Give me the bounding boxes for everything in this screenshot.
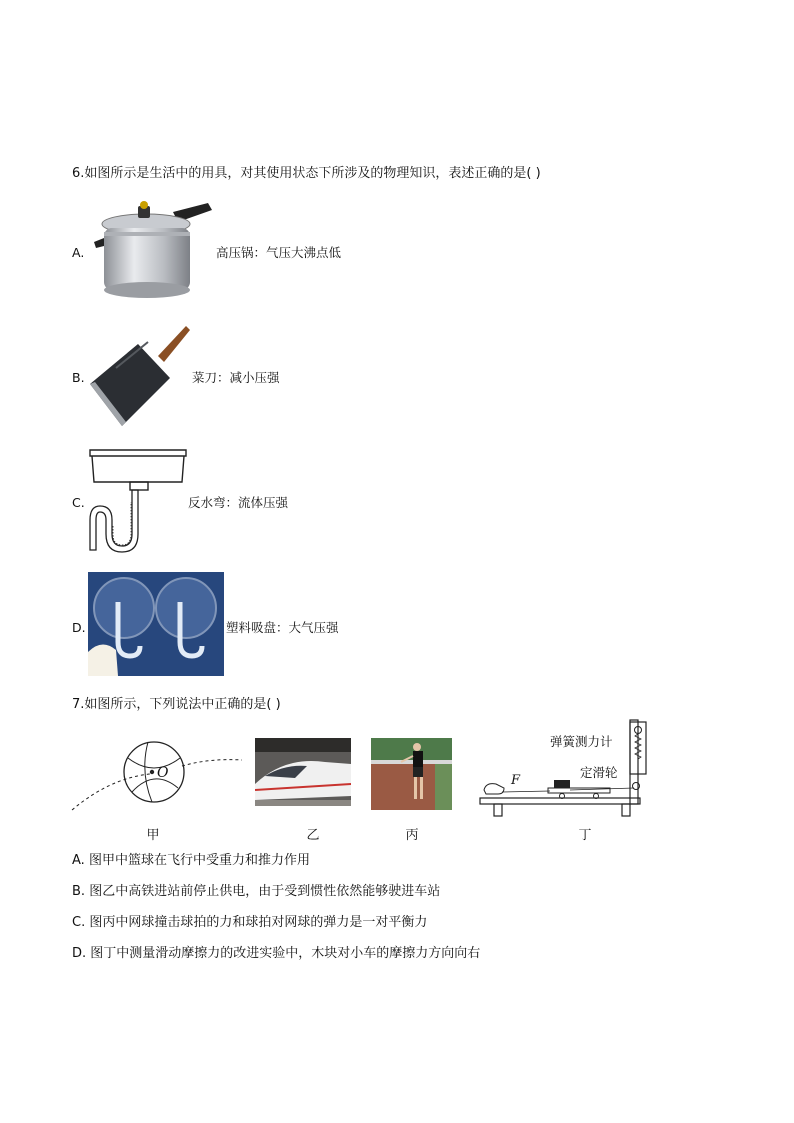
figure-ding-pulley-label: 定滑轮 (580, 765, 618, 780)
q7-option-a-text: 图甲中篮球在飞行中受重力和推力作用 (88, 853, 310, 868)
figure-ding-spring-label: 弹簧测力计 (550, 734, 613, 749)
figure-jia-caption: 甲 (146, 828, 160, 843)
drain-trap-icon (86, 446, 190, 554)
q7-option-c (72, 915, 427, 931)
q7-option-c-letter: C. (72, 915, 86, 930)
q6-option-a-letter: A. (72, 245, 85, 260)
figure-bing-tennis (371, 738, 452, 810)
q7-option-a (72, 853, 310, 869)
figure-yi-train (255, 738, 351, 806)
q7-option-b-text: 图乙中高铁进站前停止供电，由于受到惯性依然能够驶进车站 (89, 884, 441, 899)
q7-option-c-text: 图丙中网球撞击球拍的力和球拍对网球的弹力是一对平衡力 (89, 915, 428, 930)
q7-stem: 7.如图所示，下列说法中正确的是( ) (72, 697, 281, 712)
figure-ding-caption: 丁 (578, 828, 592, 843)
q6-option-a-text: 高压锅：气压大沸点低 (216, 245, 342, 260)
q6-option-b-text: 菜刀：减小压强 (192, 370, 280, 385)
q6-option-d-letter: D. (72, 620, 86, 635)
q6-option-b-letter: B. (72, 370, 85, 385)
pressure-cooker-icon (88, 198, 216, 302)
suction-hook-icon (88, 572, 224, 676)
q7-option-d-text: 图丁中测量滑动摩擦力的改进实验中，木块对小车的摩擦力方向向右 (90, 946, 481, 961)
q7-option-d (72, 946, 480, 962)
q6-stem: 6.如图所示是生活中的用具，对其使用状态下所涉及的物理知识，表述正确的是( ) (72, 166, 541, 181)
q7-option-a-letter: A. (72, 853, 85, 868)
q6-option-c-text: 反水弯：流体压强 (188, 495, 289, 510)
figure-yi-caption: 乙 (306, 828, 320, 843)
q7-option-d-letter: D. (72, 946, 87, 961)
cleaver-icon (86, 322, 192, 428)
figure-ding-force-label: F (511, 773, 521, 788)
q6-option-d-text: 塑料吸盘：大气压强 (226, 620, 339, 635)
q7-option-b-letter: B. (72, 884, 86, 899)
q7-option-b (72, 884, 440, 900)
figure-jia-point-label: O (157, 765, 169, 781)
q6-option-c-letter: C. (72, 495, 85, 510)
figure-bing-caption: 丙 (405, 828, 419, 843)
